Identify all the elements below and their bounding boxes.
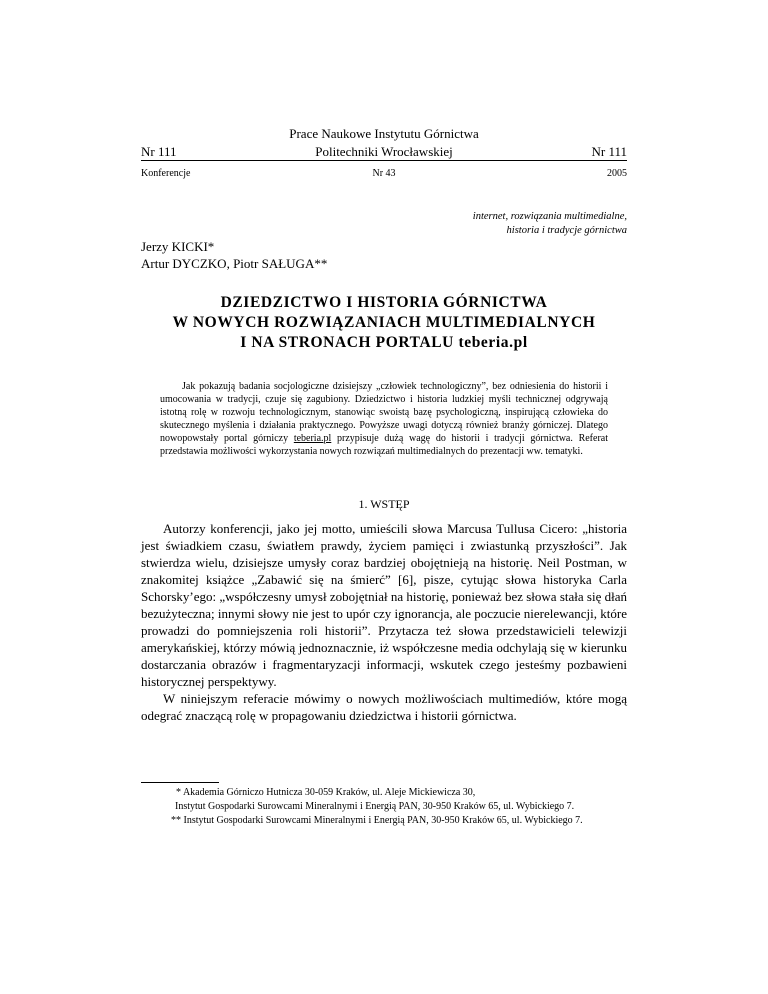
abstract-portal-link[interactable]: teberia.pl: [293, 433, 332, 444]
subheader-series: Konferencje: [141, 168, 191, 179]
footnote-2-line1: Instytut Gospodarki Surowcami Mineralnymi i Energią PAN, 30-950 Kraków 65, ul. Wybickiego 7.: [183, 815, 583, 826]
footnote-2-mark: **: [171, 815, 181, 826]
header-journal-line1: Prace Naukowe Instytutu Górnictwa: [289, 126, 479, 141]
footnote-1-continuation: [141, 800, 641, 814]
footnote-1-line2: Instytut Gospodarki Surowcami Mineralnymi i Energią PAN, 30-950 Kraków 65, ul. Wybickiego 7.: [175, 801, 575, 812]
body-paragraph: W niniejszym referacie mówimy o nowych możliwościach multimediów, które mogą odegrać znaczącą rolę w propagowaniu dziedzictwa i historii górnictwa.: [141, 691, 627, 723]
abstract: [160, 380, 608, 458]
footnote-1: [141, 786, 641, 800]
title-line3: I NA STRONACH PORTALU teberia.pl: [240, 334, 528, 351]
footnotes: [141, 786, 641, 828]
section-heading: 1. WSTĘP: [358, 497, 410, 511]
keywords-line2: historia i tradycje górnictwa: [506, 225, 627, 236]
authors: [141, 238, 327, 272]
subheader-year: 2005: [607, 168, 627, 179]
footnote-2: [141, 814, 641, 828]
body-paragraph: Autorzy konferencji, jako jej motto, umieścili słowa Marcusa Tullusa Cicero: „historia jest świadkiem czasu, światłem prawdy, życiem pamięci i zwiastunką przyszłości”. Jak stwierdza wielu, dzisiejsze umysły coraz bardziej obojętnieją na historię. Neil Postman, w znakomitej książce „Zabawić się na śmierć” [6], pisze, cytując słowa historyka Carla Schorsky’ego: „współczesny umysł zobojętniał na historię, ponieważ bez słowa stała się dłań bezużyteczna; innymi słowy nie jest to upór czy ignorancja, ale poczucie nierelewancji, które prowadzi do pomniejszenia roli historii”. Przytacza też słowa przedstawicieli telewizji amerykańskiej, którzy mówią jednoznacznie, iż współczesne media odchylają się w kierunku dostarczania obrazów i fragmentaryzacji informacji, wskutek czego jesteśmy pozbawieni historycznej perspektywy.: [141, 521, 627, 689]
paper-title: [0, 293, 768, 353]
subheader-number: Nr 43: [372, 168, 396, 179]
footnote-1-line1: Akademia Górniczo Hutnicza 30-059 Kraków, ul. Aleje Mickiewicza 30,: [182, 787, 476, 798]
footnote-1-mark: *: [176, 787, 181, 798]
header-rule: [141, 160, 627, 161]
body-text: [141, 520, 627, 724]
abstract-text-2: przypisuje dużą wagę do historii i tradycji górnictwa. Referat przedstawia możliwości wykorzystania nowych rozwiązań multimedialnych do prezentacji ww. tematyki.: [160, 433, 608, 457]
footnote-rule: [141, 782, 219, 783]
header-issue-right: Nr 111: [591, 144, 627, 159]
header-issue-left: Nr 111: [141, 144, 177, 159]
title-line1: DZIEDZICTWO I HISTORIA GÓRNICTWA: [220, 294, 548, 311]
keywords: [473, 210, 627, 238]
title-line2: W NOWYCH ROZWIĄZANIACH MULTIMEDIALNYCH: [172, 314, 596, 331]
abstract-text-1: Jak pokazują badania socjologiczne dzisiejszy „człowiek technologiczny”, bez odniesienia do historii i umocowania w tradycji, czuje się zagubiony. Dziedzictwo i historia ludzkiej myśli technicznej odgrywają istotną rolę w rozwoju technologicznym, stanowiąc swoistą bazę psychologiczną, inspirującą człowieka do skutecznego myślenia i działania praktycznego. Powyższe uwagi dotyczą również branży górniczej. Dlatego nowopowstały portal górniczy: [160, 381, 608, 444]
author-line1: Jerzy KICKI*: [141, 239, 215, 254]
header-journal-line2: Politechniki Wrocławskiej: [315, 144, 453, 159]
author-line2: Artur DYCZKO, Piotr SAŁUGA**: [141, 256, 328, 271]
header-journal-title: [200, 125, 568, 161]
keywords-line1: internet, rozwiązania multimedialne,: [472, 211, 627, 222]
